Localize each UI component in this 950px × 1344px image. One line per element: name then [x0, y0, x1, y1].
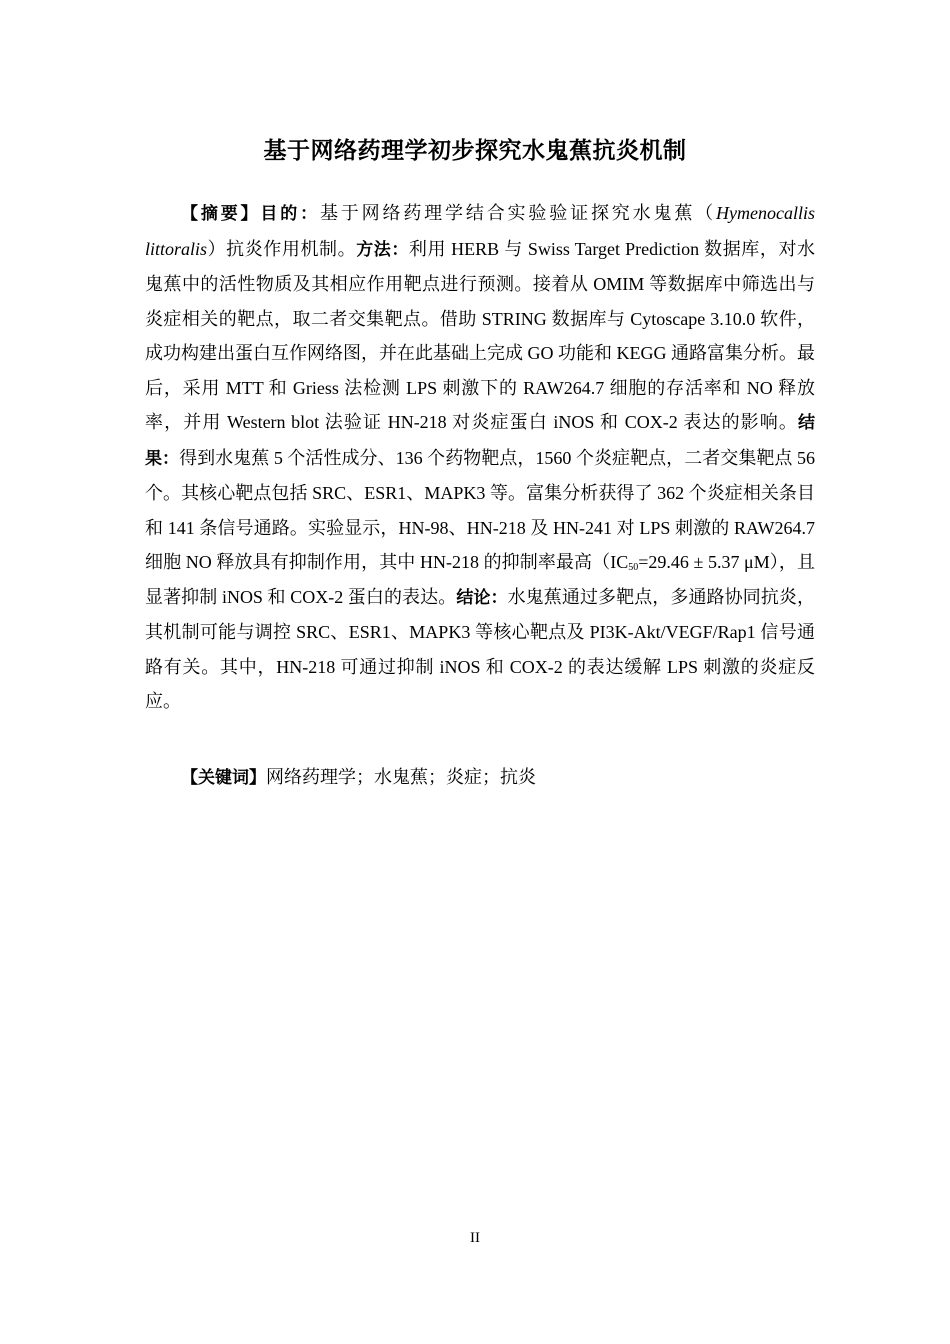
purpose-text-2: ）抗炎作用机制。: [207, 238, 357, 259]
conclusion-label: 结论：: [456, 587, 508, 608]
page-number: II: [470, 1230, 480, 1246]
abstract-label: 【摘要】: [181, 204, 261, 224]
methods-text: 利用 HERB 与 Swiss Target Prediction 数据库，对水鬼蕉中的活性物质及其相应作用靶点进行预测。接着从 OMIM 等数据库中筛选出与炎症相关的靶点，取二者交集靶点。借助 STRING 数据库与 Cytoscape 3.10.0 软件，成功构建出蛋白互作网络图，并在此基础上完成 GO 功能和 KEGG 通路富集分析。最后，采用 MTT 和 Griess 法检测 LPS 刺激下的 RAW264.7 细胞的存活率和 NO 释放率，并用 Western blot 法验证 HN-218 对炎症蛋白 iNOS 和 COX-2 表达的影响。: [145, 238, 816, 432]
purpose-label: 目的：: [260, 204, 320, 224]
purpose-text-1: 基于网络药理学结合实验验证探究水鬼蕉（: [319, 203, 717, 223]
results-text-1: 得到水鬼蕉 5 个活性成分、136 个药物靶点，1560 个炎症靶点，二者交集靶点 56 个。其核心靶点包括 SRC、ESR1、MAPK3 等。富集分析获得了 362 个炎症相关条目和 141 条信号通路。实验显示，HN-98、HN-218 及 HN-241 对 LPS 刺激的 RAW264.7 细胞 NO 释放具有抑制作用，其中 HN-218 的抑制率最高（IC: [145, 447, 816, 572]
keywords-text: 网络药理学；水鬼蕉；炎症；抗炎: [266, 767, 536, 787]
results-text-2: =29.46 ± 5.37 μM），且显著抑制 iNOS 和 COX-2 蛋白的表达。: [145, 552, 815, 607]
results-label: 结果：: [145, 413, 815, 469]
keywords-label: 【关键词】: [181, 768, 266, 788]
ic50-subscript: 50: [628, 562, 639, 573]
conclusion-text: 水鬼蕉通过多靶点，多通路协同抗炎，其机制可能与调控 SRC、ESR1、MAPK3 等核心靶点及 PI3K-Akt/VEGF/Rap1 信号通路有关。其中，HN-218 可通过抑制 iNOS 和 COX-2 的表达缓解 LPS 刺激的炎症反应。: [145, 586, 815, 711]
abstract-paragraph: [145, 196, 815, 719]
page-title: 基于网络药理学初步探究水鬼蕉抗炎机制: [263, 138, 687, 164]
species-name: Hymenocallis littoralis: [145, 203, 816, 259]
keywords-paragraph: [145, 760, 815, 796]
methods-label: 方法：: [356, 239, 409, 260]
